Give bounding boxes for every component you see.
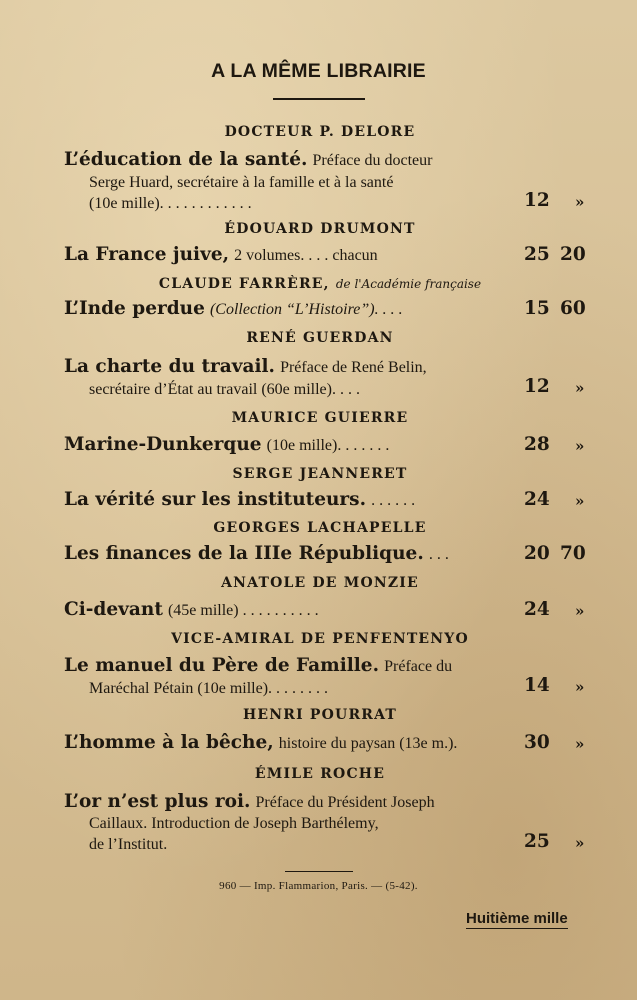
book-description: (Collection “L’Histoire”). . . . <box>209 301 403 318</box>
book-title: L’homme à la bêche, <box>64 732 274 753</box>
book-title-line <box>64 356 588 379</box>
price-francs: 12 <box>524 190 550 211</box>
book-description: . . . . . . <box>371 492 416 509</box>
price-centimes: » <box>575 602 585 620</box>
price-francs: 24 <box>524 489 550 510</box>
price-centimes: » <box>575 834 585 852</box>
book-description: histoire du paysan (13e m.). <box>278 735 458 752</box>
book-title-line <box>64 655 588 678</box>
book-description: Préface du docteur <box>312 152 433 169</box>
price-francs: 12 <box>524 376 550 397</box>
edition-label: Huitième mille <box>466 910 568 927</box>
book-title-line <box>64 434 588 457</box>
book-description: Caillaux. Introduction de Joseph Barthélemy, <box>89 815 379 832</box>
price-francs: 25 <box>524 831 550 852</box>
price-centimes: 70 <box>560 543 586 564</box>
price-centimes: » <box>575 492 585 510</box>
author-name: ÉMILE ROCHE <box>254 766 386 782</box>
book-description: (45e mille) . . . . . . . . . . <box>167 602 319 619</box>
book-title-line <box>64 298 588 321</box>
author-name: RENÉ GUERDAN <box>246 330 394 346</box>
book-description: secrétaire d’État au travail (60e mille). . . . <box>89 381 360 398</box>
book-description: Maréchal Pétain (10e mille). . . . . . . . <box>89 680 329 697</box>
printer-imprint: 960 — Imp. Flammarion, Paris. — (5-42). <box>219 880 418 892</box>
book-description: 2 volumes. . . . chacun <box>234 247 378 264</box>
book-description: Préface du <box>384 658 453 675</box>
book-title: Marine-Dunkerque <box>64 434 262 455</box>
author-name-text: CLAUDE FARRÈRE, <box>158 276 330 292</box>
author-name: MAURICE GUIERRE <box>231 410 409 426</box>
price-francs: 20 <box>524 543 550 564</box>
author-name: VICE-AMIRAL DE PENFENTENYO <box>171 631 469 647</box>
price-centimes: » <box>575 437 585 455</box>
book-title-line <box>64 599 588 622</box>
book-title: L’or n’est plus roi. <box>64 791 251 812</box>
book-title-line <box>64 791 588 814</box>
author-name: ANATOLE DE MONZIE <box>221 575 419 591</box>
author-name: ÉDOUARD DRUMONT <box>224 221 416 237</box>
author-name <box>60 276 580 292</box>
page-heading: A LA MÊME LIBRAIRIE <box>211 60 426 82</box>
book-description: (10e mille). . . . . . . . . . . . <box>89 195 252 212</box>
author-name: GEORGES LACHAPELLE <box>213 520 427 536</box>
price-centimes: 20 <box>560 244 586 265</box>
price-centimes: 60 <box>560 298 586 319</box>
price-francs: 28 <box>524 434 550 455</box>
heading-rule <box>273 98 365 100</box>
book-description: Serge Huard, secrétaire à la famille et à la santé <box>89 174 394 191</box>
book-title-line <box>64 543 588 566</box>
price-centimes: » <box>575 735 585 753</box>
price-francs: 15 <box>524 298 550 319</box>
book-title: Le manuel du Père de Famille. <box>64 655 380 676</box>
author-name: HENRI POURRAT <box>242 707 398 723</box>
author-name: DOCTEUR P. DELORE <box>224 124 416 140</box>
book-title: Les finances de la IIIe République. <box>64 543 424 564</box>
book-description: Préface de René Belin, <box>280 359 427 376</box>
price-francs: 14 <box>524 675 550 696</box>
book-title: Ci-devant <box>64 599 163 620</box>
book-title: L’éducation de la santé. <box>64 149 308 170</box>
price-francs: 25 <box>524 244 550 265</box>
book-title-line <box>64 489 588 512</box>
book-title-line <box>64 244 588 267</box>
footer-rule <box>285 871 353 872</box>
price-francs: 24 <box>524 599 550 620</box>
price-centimes: » <box>575 678 585 696</box>
price-centimes: » <box>575 379 585 397</box>
price-centimes: » <box>575 193 585 211</box>
book-title-line <box>64 732 588 755</box>
book-description: (10e mille). . . . . . . <box>266 437 390 454</box>
book-title-line <box>64 149 588 172</box>
book-description: de l’Institut. <box>89 836 168 853</box>
book-title: L’Inde perdue <box>64 298 205 319</box>
author-affiliation: de l'Académie française <box>335 277 482 291</box>
book-description: Préface du Président Joseph <box>255 794 435 811</box>
author-name: SERGE JEANNERET <box>232 466 408 482</box>
book-description: . . . <box>428 546 449 563</box>
price-francs: 30 <box>524 732 550 753</box>
book-title: La France juive, <box>64 244 230 265</box>
book-title: La vérité sur les instituteurs. <box>64 489 367 510</box>
book-title: La charte du travail. <box>64 356 275 377</box>
